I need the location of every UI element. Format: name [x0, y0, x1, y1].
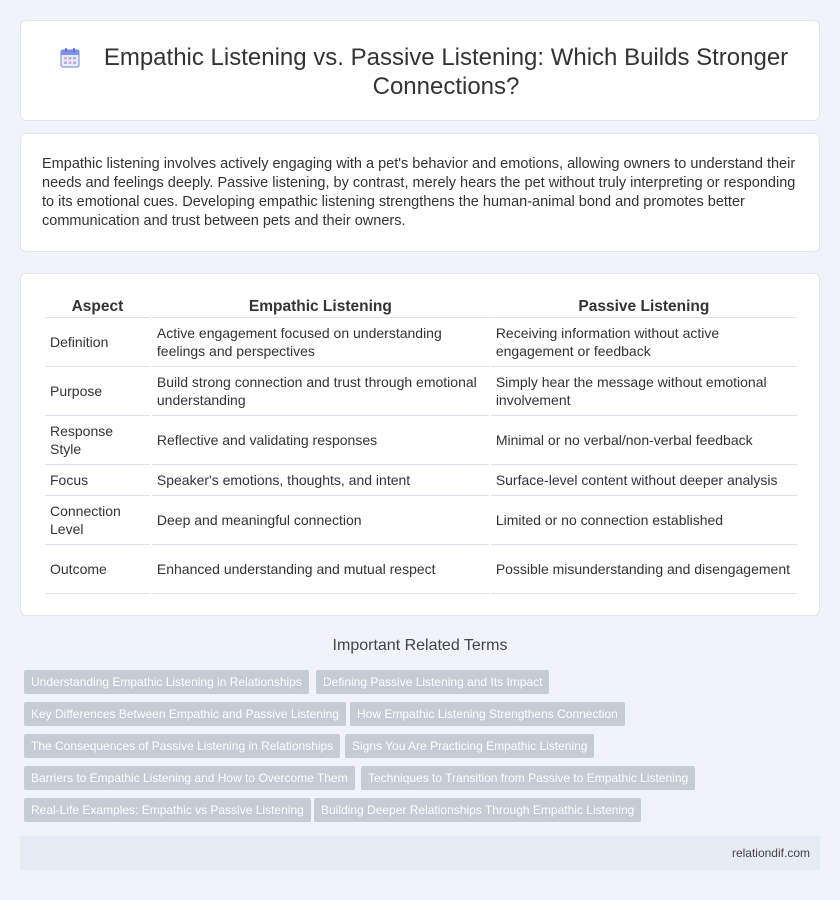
row-passive: Surface-level content without deeper analysis — [491, 465, 797, 496]
row-passive: Simply hear the message without emotional involvement — [491, 367, 797, 416]
table-row — [45, 465, 797, 496]
row-aspect: Focus — [45, 465, 150, 496]
comparison-table — [43, 296, 799, 594]
related-term-link[interactable]: Real-Life Examples: Empathic vs Passive Listening — [24, 798, 311, 822]
related-term-link[interactable]: Defining Passive Listening and Its Impact — [316, 670, 549, 694]
related-term-link[interactable]: Barriers to Empathic Listening and How to Overcome Them — [24, 766, 355, 790]
table-row — [45, 416, 797, 465]
table-row — [45, 545, 797, 594]
related-term-link[interactable]: Signs You Are Practicing Empathic Listening — [345, 734, 594, 758]
related-terms-title: Important Related Terms — [332, 637, 508, 654]
header-card — [20, 20, 820, 121]
table-row — [45, 318, 797, 367]
page-title: Empathic Listening vs. Passive Listening: Which Builds Stronger Connections? — [103, 44, 789, 100]
related-term-link[interactable]: Understanding Empathic Listening in Relationships — [24, 670, 309, 694]
table-row — [45, 367, 797, 416]
related-term-link[interactable]: The Consequences of Passive Listening in Relationships — [24, 734, 340, 758]
table-header-row — [45, 296, 797, 318]
row-empathic: Enhanced understanding and mutual respect — [152, 545, 489, 594]
column-header-empathic: Empathic Listening — [152, 296, 489, 318]
row-passive: Minimal or no verbal/non-verbal feedback — [491, 416, 797, 465]
footer-site-link[interactable]: relationdif.com — [731, 846, 810, 860]
row-empathic: Reflective and validating responses — [152, 416, 489, 465]
row-empathic: Speaker's emotions, thoughts, and intent — [152, 465, 489, 496]
row-aspect: Response Style — [45, 416, 150, 465]
row-empathic: Deep and meaningful connection — [152, 496, 489, 545]
table-row — [45, 496, 797, 545]
intro-paragraph: Empathic listening involves actively engaging with a pet's behavior and emotions, allowing owners to understand their needs and feelings deeply. Passive listening, by contrast, merely hears the pet without truly interpreting or responding to its emotional cues. Developing empathic listening strengthens the human-animal bond and promotes better communication and trust between pets and their owners. — [42, 156, 796, 229]
row-aspect: Purpose — [45, 367, 150, 416]
row-aspect: Definition — [45, 318, 150, 367]
footer-bar — [20, 836, 820, 870]
row-passive: Receiving information without active engagement or feedback — [491, 318, 797, 367]
row-empathic: Build strong connection and trust through emotional understanding — [152, 367, 489, 416]
related-term-link[interactable]: Building Deeper Relationships Through Empathic Listening — [314, 798, 641, 822]
related-term-link[interactable]: How Empathic Listening Strengthens Connection — [350, 702, 625, 726]
row-passive: Limited or no connection established — [491, 496, 797, 545]
row-passive: Possible misunderstanding and disengagement — [491, 545, 797, 594]
comparison-card — [20, 273, 820, 616]
column-header-passive: Passive Listening — [491, 296, 797, 318]
row-empathic: Active engagement focused on understanding feelings and perspectives — [152, 318, 489, 367]
intro-card — [20, 133, 820, 252]
related-term-link[interactable]: Key Differences Between Empathic and Passive Listening — [24, 702, 346, 726]
column-header-aspect: Aspect — [45, 296, 150, 318]
row-aspect: Connection Level — [45, 496, 150, 545]
related-term-link[interactable]: Techniques to Transition from Passive to Empathic Listening — [361, 766, 695, 790]
row-aspect: Outcome — [45, 545, 150, 594]
